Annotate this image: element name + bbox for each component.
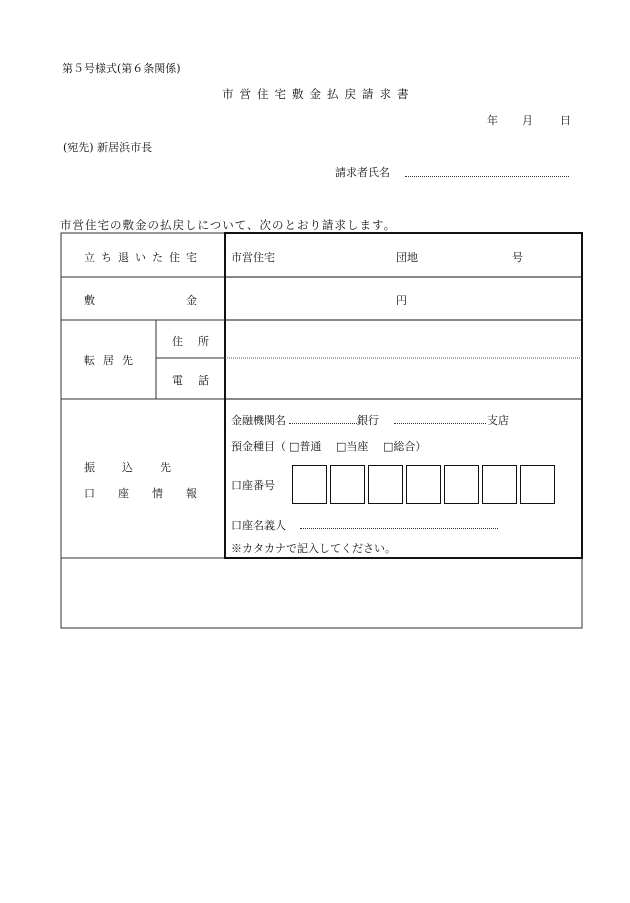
account-number-digit-box[interactable]: [482, 465, 517, 504]
branch-name-line[interactable]: [394, 413, 486, 424]
form-number: 第５号様式(第６条関係): [62, 62, 181, 75]
account-number-digit-box[interactable]: [292, 465, 327, 504]
branch-suffix: 支店: [487, 414, 509, 427]
deposit-option-current[interactable]: □当座: [336, 440, 369, 453]
date-year: 年: [487, 114, 498, 127]
row-new-address-phone-label: 電 話: [172, 374, 211, 387]
account-number-digit-box[interactable]: [406, 465, 441, 504]
row-bank-label-line2: 口 座 情 報: [84, 487, 203, 500]
bank-name-label: 金融機関名: [231, 414, 286, 427]
row-vacated-housing-go: 号: [512, 251, 523, 264]
row-deposit-label-a: 敷: [84, 294, 95, 307]
row-vacated-housing-prefix: 市営住宅: [231, 251, 275, 264]
row-new-address-address-label: 住 所: [172, 335, 211, 348]
row-vacated-housing-label: 立ち退いた住宅: [84, 251, 203, 264]
deposit-option-ordinary[interactable]: □普通: [289, 440, 322, 453]
account-number-label: 口座番号: [231, 479, 275, 492]
katakana-note: ※カタカナで記入してください。: [231, 542, 396, 555]
account-number-digit-box[interactable]: [330, 465, 365, 504]
document-title: 市営住宅敷金払戻請求書: [222, 87, 415, 101]
requester-name-label: 請求者氏名: [335, 166, 390, 179]
account-holder-line[interactable]: [300, 518, 498, 529]
account-number-digit-box[interactable]: [444, 465, 479, 504]
date-day: 日: [560, 114, 571, 127]
account-number-digit-box[interactable]: [520, 465, 555, 504]
deposit-option-general[interactable]: □総合）: [383, 440, 427, 453]
addressee: (宛先) 新居浜市長: [63, 141, 153, 154]
row-vacated-housing-danchi: 団地: [396, 251, 418, 264]
row-deposit-label-b: 金: [186, 294, 197, 307]
account-holder-label: 口座名義人: [231, 519, 286, 532]
bank-suffix: 銀行: [357, 414, 379, 427]
date-month: 月: [522, 114, 533, 127]
deposit-type-label: 預金種目（: [231, 440, 286, 453]
row-bank-label-line1: 振 込 先: [84, 461, 179, 474]
row-new-address-label: 転居先: [84, 354, 141, 367]
bank-name-line[interactable]: [289, 413, 357, 424]
row-deposit-yen: 円: [396, 294, 407, 307]
account-number-digit-box[interactable]: [368, 465, 403, 504]
intro-text: 市営住宅の敷金の払戻しについて、次のとおり請求します。: [60, 218, 397, 232]
